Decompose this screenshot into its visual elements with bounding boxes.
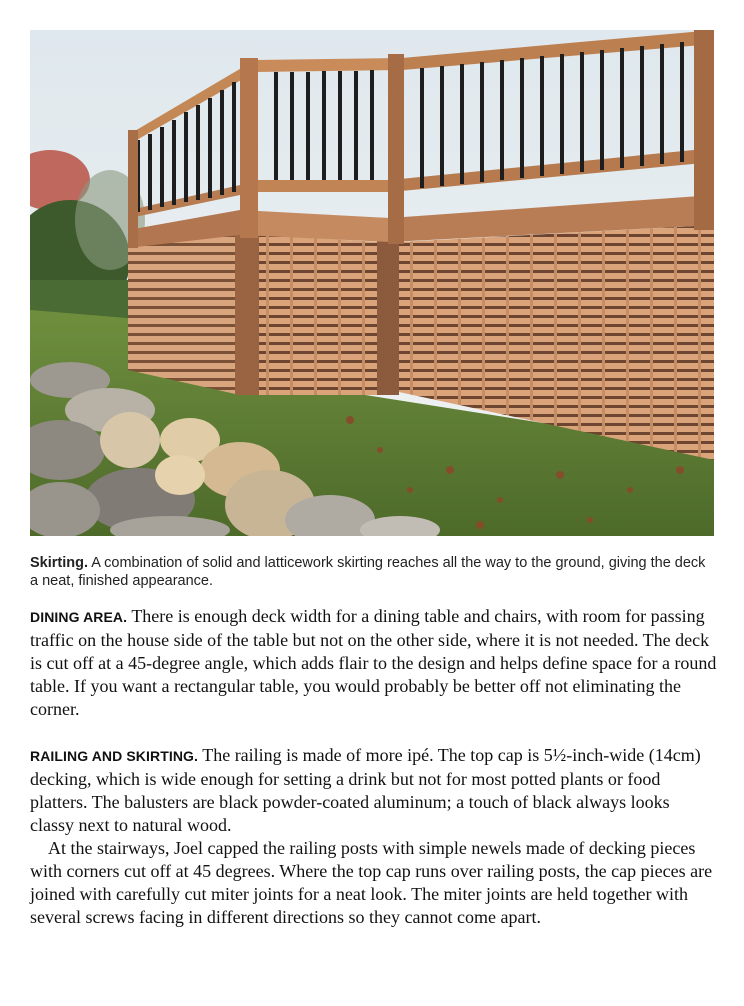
- caption-lead: Skirting.: [30, 555, 89, 571]
- paragraph-dining-area: [30, 605, 718, 721]
- photo-caption: [30, 555, 714, 590]
- section-heading-railing-skirting: RAILING AND SKIRTING.: [30, 748, 199, 764]
- deck-skirting-photo: [30, 30, 714, 536]
- paragraph-railing-skirting: [30, 744, 718, 837]
- section-body-railing-skirting: The railing is made of more ipé. The top cap is 5½-inch-wide (14cm) decking, which is wide enough for setting a drink but not for most potted plants or food platters. The balusters are black powder-coated aluminum; a touch of black always looks classy next to natural wood.: [30, 745, 701, 835]
- caption-text: A combination of solid and latticework skirting reaches all the way to the ground, giving the deck a neat, finished appearance.: [30, 555, 706, 589]
- article-body: [30, 605, 718, 929]
- section-body-dining-area: There is enough deck width for a dining table and chairs, with room for passing traffic on the house side of the table but not on the other side, where it is not needed. The deck is cut off at a 45-degree angle, which adds flair to the design and helps define space for a round table. If you want a rectangular table, you would probably be better off not eliminating the corner.: [30, 606, 717, 719]
- section-heading-dining-area: DINING AREA.: [30, 609, 128, 625]
- paragraph-stairways: At the stairways, Joel capped the railing posts with simple newels made of decking pieces with corners cut off at 45 degrees. Where the top cap runs over railing posts, the cap pieces are joined with carefully cut miter joints for a neat look. The miter joints are held together with several screws facing in different directions so they cannot come apart.: [30, 838, 713, 927]
- paragraph-spacer: [30, 721, 718, 744]
